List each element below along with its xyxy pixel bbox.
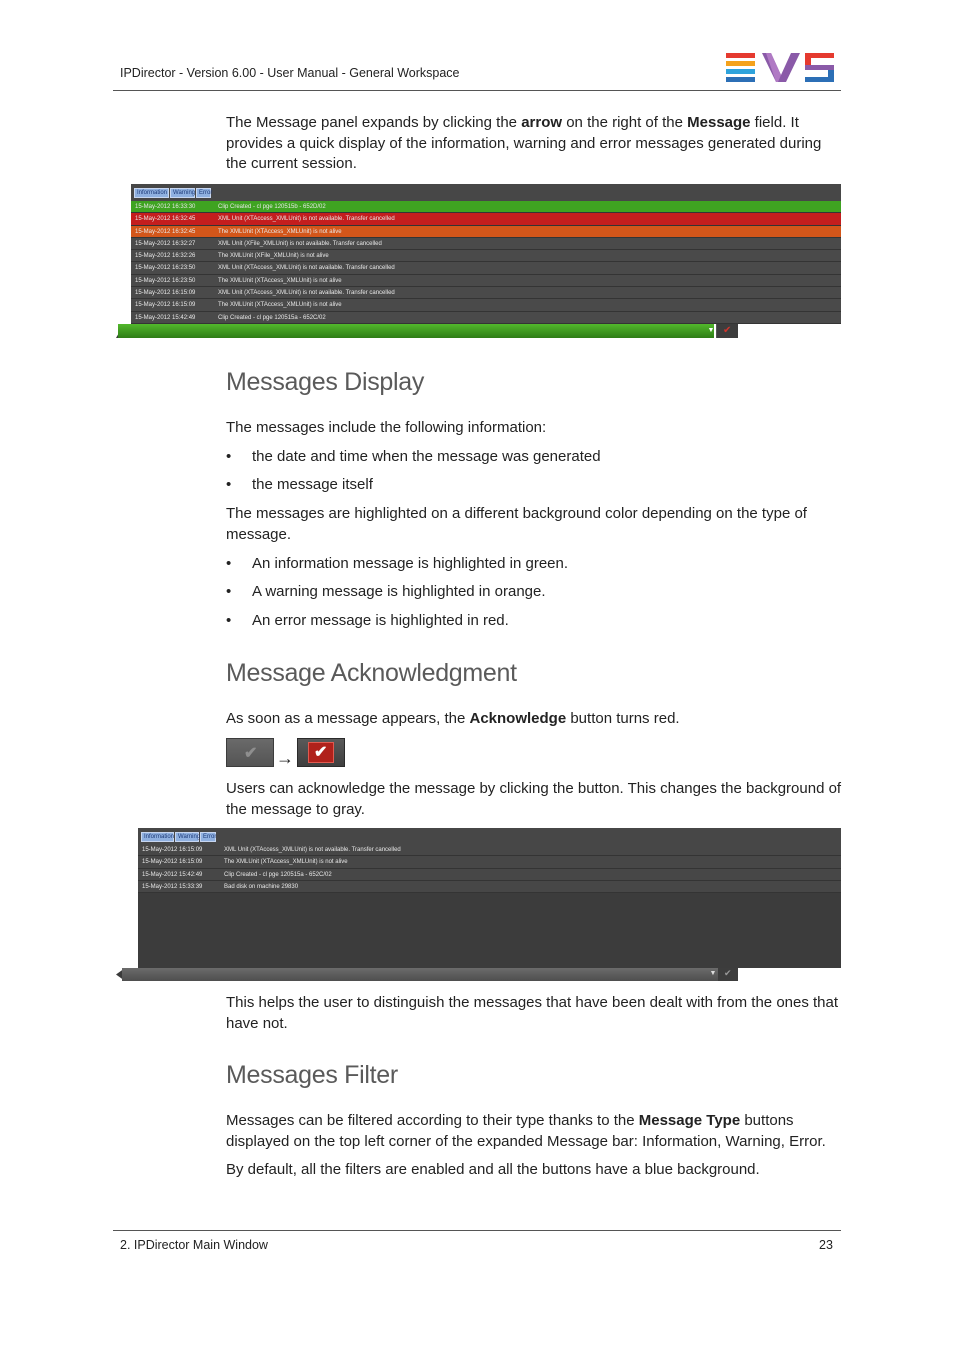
message-date: 15-May-2012 15:42:49 [135, 314, 196, 321]
message-row[interactable] [131, 312, 841, 324]
message-text: Clip Created - cl pge 120515b - 652D/02 [218, 204, 326, 210]
filter-warning-button[interactable]: Warning [175, 832, 199, 842]
acknowledge-button-idle [226, 738, 274, 767]
message-text: Clip Created - cl pge 120515a - 652C/02 [218, 314, 326, 321]
message-text: The XMLUnit (XTAccess_XMLUnit) is not alive [218, 228, 342, 235]
filter-error-button[interactable]: Error [196, 188, 211, 198]
message-row[interactable] [138, 856, 841, 868]
filter-information-button[interactable]: Information [134, 188, 169, 198]
check-icon: ✔ [724, 968, 732, 978]
message-date: 15-May-2012 16:15:09 [135, 290, 196, 297]
acknowledge-button[interactable] [718, 968, 738, 981]
display-paragraph-1: The messages include the following information: [226, 419, 547, 436]
message-text: XML Unit (XTAccess_XMLUnit) is not available. Transfer cancelled [224, 847, 401, 853]
arrow-right-icon: → [276, 748, 294, 768]
message-panel-acknowledged [138, 828, 841, 968]
filter-bar [131, 184, 841, 201]
message-date: 15-May-2012 16:15:09 [142, 859, 203, 866]
ack-paragraph-3: This helps the user to distinguish the messages that have been dealt with from the ones that have not. [226, 994, 839, 1032]
chevron-down-icon[interactable]: ▼ [709, 970, 717, 977]
message-date: 15-May-2012 16:33:30 [135, 204, 196, 210]
message-date: 15-May-2012 16:23:50 [135, 277, 196, 284]
evs-logo [726, 53, 834, 82]
filter-warning-button[interactable]: Warning [170, 188, 195, 198]
message-date: 15-May-2012 16:32:45 [135, 216, 196, 223]
footer-section: 2. IPDirector Main Window [120, 1238, 268, 1252]
chevron-down-icon[interactable]: ▼ [707, 327, 715, 334]
filter-paragraph-2: By default, all the filters are enabled and all the buttons have a blue background. [226, 1161, 760, 1178]
section-title-messages-filter: Messages Filter [226, 1061, 398, 1089]
message-row[interactable] [131, 201, 841, 213]
message-text: Bad disk on machine 29830 [224, 883, 299, 890]
message-list [138, 844, 841, 893]
message-field[interactable] [122, 968, 718, 981]
message-text: The XMLUnit (XTAccess_XMLUnit) is not alive [218, 277, 342, 284]
message-panel-expanded [131, 184, 841, 324]
footer-rule [113, 1230, 841, 1231]
message-row[interactable] [131, 238, 841, 250]
header-rule [113, 90, 841, 91]
ack-paragraph-2: Users can acknowledge the message by clicking the button. This changes the background of the message to gray. [226, 780, 842, 818]
display-paragraph-2: The messages are highlighted on a different background color depending on the type of message. [226, 505, 807, 543]
filter-error-button[interactable]: Error [200, 832, 216, 842]
message-row[interactable] [131, 287, 841, 299]
message-row[interactable] [131, 226, 841, 238]
message-date: 15-May-2012 16:15:09 [135, 302, 196, 309]
message-field[interactable] [118, 324, 714, 338]
message-row[interactable] [131, 299, 841, 311]
message-text: XML Unit (XTAccess_XMLUnit) is not available. Transfer cancelled [218, 216, 395, 223]
ack-paragraph-1: As soon as a message appears, the Acknowledge button turns red. [226, 710, 680, 727]
message-date: 15-May-2012 16:23:50 [135, 265, 196, 272]
message-date: 15-May-2012 16:32:27 [135, 240, 196, 247]
intro-paragraph: The Message panel expands by clicking the arrow on the right of the Message field. It provides a quick display of the information, warning and error messages generated during the current session. [226, 114, 822, 172]
message-date: 15-May-2012 16:32:26 [135, 253, 196, 260]
message-text: XML Unit (XTAccess_XMLUnit) is not available. Transfer cancelled [218, 290, 395, 297]
message-text: The XMLUnit (XTAccess_XMLUnit) is not alive [218, 302, 342, 309]
message-text: Clip Created - cl pge 120515a - 652C/02 [224, 871, 332, 878]
acknowledge-button[interactable] [716, 324, 738, 338]
message-date: 15-May-2012 16:15:09 [142, 847, 203, 853]
message-row[interactable] [131, 213, 841, 225]
message-row[interactable] [138, 881, 841, 893]
message-date: 15-May-2012 15:42:49 [142, 871, 203, 878]
section-title-messages-display: Messages Display [226, 368, 425, 396]
acknowledge-button-red [297, 738, 345, 767]
page-number: 23 [819, 1238, 833, 1252]
section-title-message-acknowledgment: Message Acknowledgment [226, 659, 517, 687]
filter-information-button[interactable]: Information [141, 832, 174, 842]
message-text: The XMLUnit (XFile_XMLUnit) is not alive [218, 253, 329, 260]
message-text: XML Unit (XFile_XMLUnit) is not available. Transfer cancelled [218, 240, 382, 247]
message-row[interactable] [131, 275, 841, 287]
check-icon: ✔ [244, 745, 258, 762]
header-title: IPDirector - Version 6.00 - User Manual - General Workspace [120, 66, 460, 80]
message-list [131, 201, 841, 324]
check-icon: ✔ [723, 325, 732, 336]
message-row[interactable] [138, 869, 841, 881]
message-date: 15-May-2012 15:33:39 [142, 883, 203, 890]
message-text: The XMLUnit (XTAccess_XMLUnit) is not alive [224, 859, 348, 866]
check-icon: ✔ [314, 744, 328, 761]
message-row[interactable] [131, 262, 841, 274]
message-row[interactable] [131, 250, 841, 262]
filter-paragraph-1: Messages can be filtered according to their type thanks to the Message Type buttons displayed on the top left corner of the expanded Message bar: Information, Warning, Error. [226, 1112, 826, 1150]
message-row[interactable] [138, 844, 841, 856]
message-date: 15-May-2012 16:32:45 [135, 228, 196, 235]
filter-bar [138, 828, 841, 844]
message-text: XML Unit (XTAccess_XMLUnit) is not available. Transfer cancelled [218, 265, 395, 272]
